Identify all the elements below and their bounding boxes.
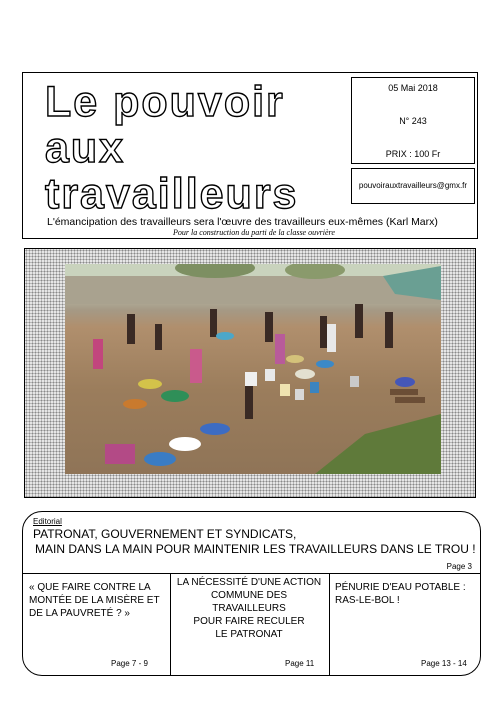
issue-date: 05 Mai 2018 [388, 83, 438, 93]
issue-number: N° 243 [399, 116, 427, 126]
contents-box [22, 511, 481, 676]
editorial-label: Editorial [33, 517, 62, 526]
title-line-2: aux [45, 124, 126, 172]
article-1-line-2: MONTÉE DE LA MISÈRE ET [29, 595, 160, 606]
article-1[interactable] [29, 581, 169, 620]
article-3-page: Page 13 - 14 [421, 659, 467, 668]
photo-frame [24, 248, 476, 498]
article-3[interactable] [335, 581, 477, 607]
editorial-page: Page 3 [446, 562, 472, 571]
title-line-1: Le pouvoir [45, 78, 285, 126]
article-1-line-3: DE LA PAUVRETÉ ? » [29, 608, 130, 619]
article-2-line-1: LA NÉCESSITÉ D'UNE ACTION [176, 577, 322, 588]
title-line-3: travailleurs [45, 170, 299, 218]
article-3-line-1: PÉNURIE D'EAU POTABLE : [335, 582, 466, 593]
article-2-page: Page 11 [285, 659, 315, 668]
article-3-line-2: RAS-LE-BOL ! [335, 595, 400, 606]
front-page-photo [65, 264, 441, 474]
issue-info-box [351, 77, 475, 164]
article-2-line-3: TRAVAILLEURS [212, 603, 286, 614]
editorial-headline-line-2: MAIN DANS LA MAIN POUR MAINTENIR LES TRAVAILLEURS DANS LE TROU ! [35, 542, 476, 556]
article-2[interactable] [173, 576, 325, 641]
masthead [22, 72, 478, 239]
photo-illustration [65, 264, 441, 474]
article-2-line-4: POUR FAIRE RECULER [193, 616, 305, 627]
article-1-page: Page 7 - 9 [111, 659, 148, 668]
article-2-line-5: LE PATRONAT [215, 629, 283, 640]
divider-vertical-1 [170, 573, 171, 675]
contact-email: pouvoirauxtravailleurs@gmx.fr [351, 168, 475, 204]
divider-horizontal [23, 573, 480, 574]
subtitle: Pour la construction du parti de la classe ouvrière [173, 228, 335, 237]
editorial-headline[interactable] [33, 527, 476, 557]
article-2-line-2: COMMUNE DES [210, 590, 288, 601]
slogan: L'émancipation des travailleurs sera l'œuvre des travailleurs eux-mêmes (Karl Marx) [47, 216, 438, 228]
issue-price: PRIX : 100 Fr [385, 149, 441, 159]
editorial-headline-line-1: PATRONAT, GOUVERNEMENT ET SYNDICATS, [33, 527, 297, 541]
divider-vertical-2 [329, 573, 330, 675]
article-1-line-1: « QUE FAIRE CONTRE LA [29, 582, 151, 593]
newspaper-title [45, 79, 298, 217]
